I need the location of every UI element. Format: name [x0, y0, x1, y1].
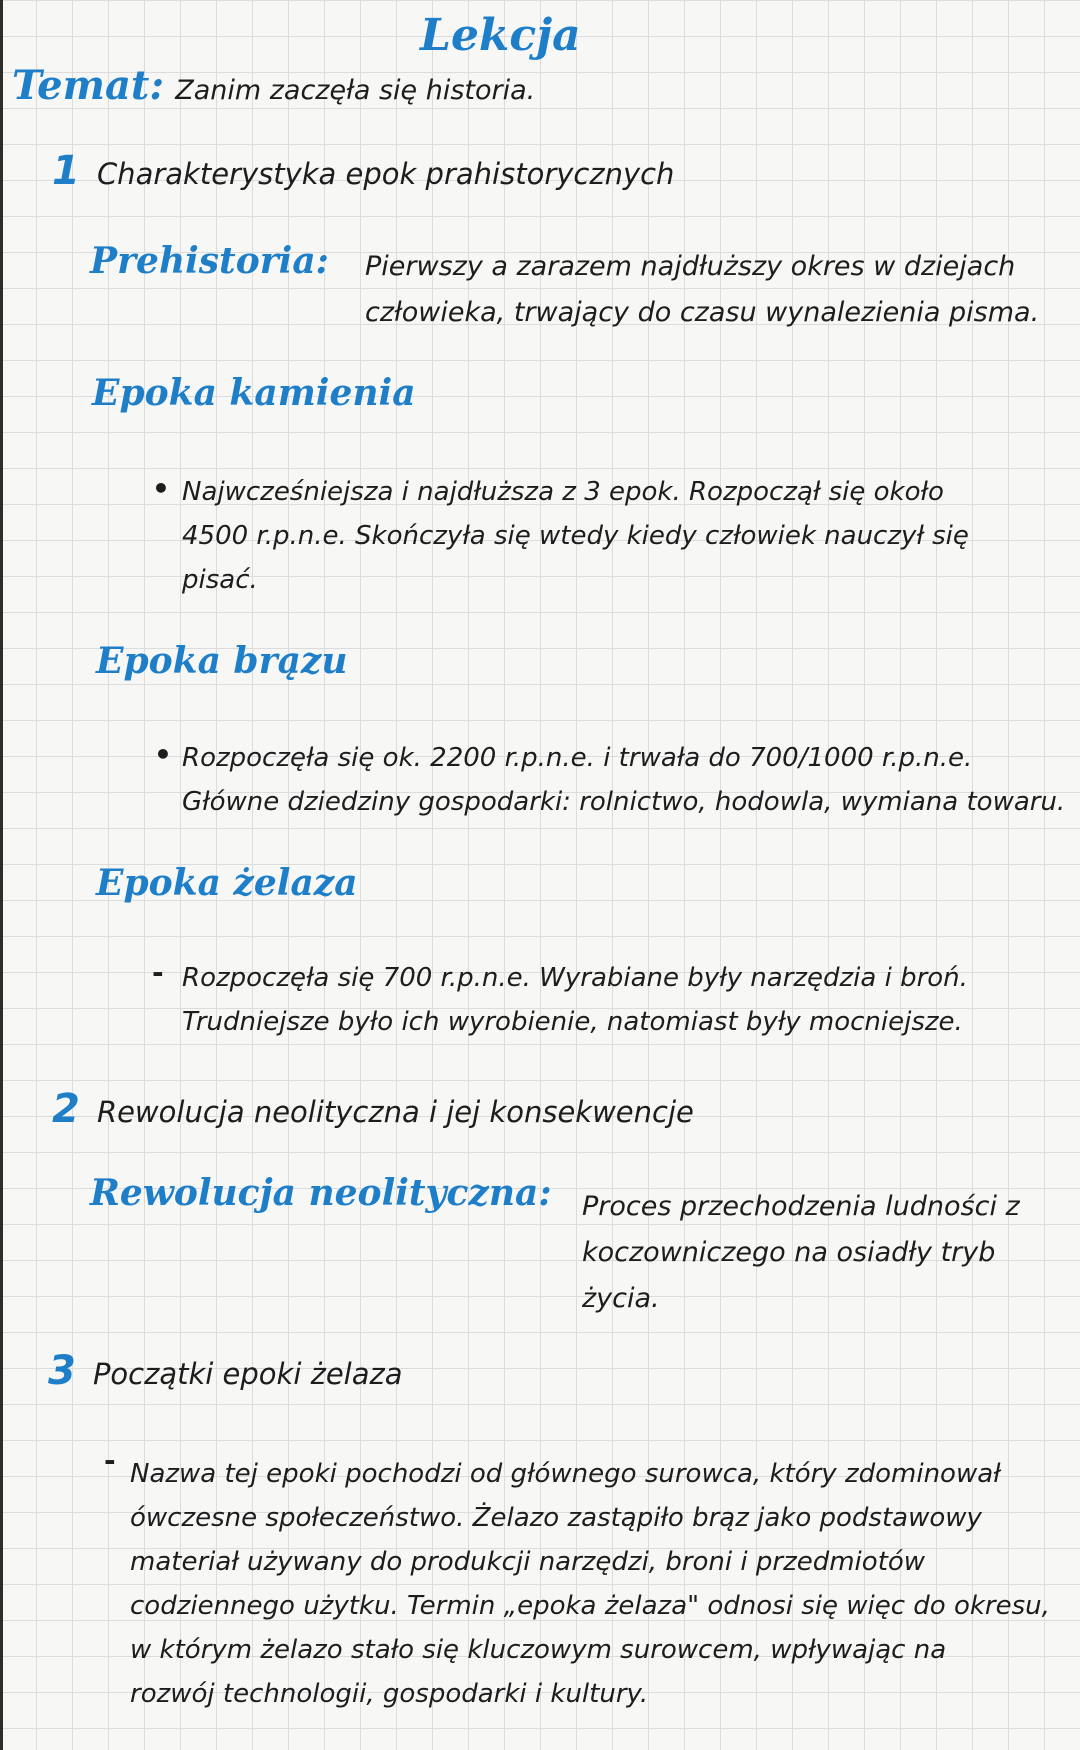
bronze-age-title: Epoka brązu [96, 640, 348, 682]
stone-age-title: Epoka kamienia [92, 372, 416, 414]
iron-origin-text [130, 1452, 1050, 1716]
neolithic-term: Rewolucja neolityczna: [90, 1172, 552, 1214]
prehistory-term-block [90, 240, 329, 282]
section-number: 3 [48, 1348, 76, 1394]
section-2-heading [52, 1086, 694, 1132]
stone-age-text [182, 470, 969, 602]
bronze-age-text [182, 736, 1065, 824]
definition-line: życia. [582, 1283, 660, 1314]
definition-line: koczowniczego na osiadły tryb [582, 1237, 996, 1268]
topic-text: Zanim zaczęła się historia. [175, 75, 536, 106]
bullet-dash: - [104, 1444, 116, 1477]
text-line: rozwój technologii, gospodarki i kultury. [130, 1679, 649, 1709]
section-number: 1 [52, 148, 80, 194]
neolithic-definition [582, 1184, 1020, 1322]
iron-age-title: Epoka żelaza [96, 862, 358, 904]
section-title: Rewolucja neolityczna i jej konsekwencje [96, 1095, 694, 1129]
text-line: Nazwa tej epoki pochodzi od głównego surowca, który zdominował [130, 1459, 1001, 1489]
text-line: pisać. [182, 565, 258, 595]
text-line: Rozpoczęła się 700 r.p.n.e. Wyrabiane były narzędzia i broń. [182, 963, 968, 993]
page-title: Lekcja [420, 10, 581, 61]
bullet-dash: - [152, 956, 164, 989]
text-line: w którym żelazo stało się kluczowym surowcem, wpływając na [130, 1635, 947, 1665]
text-line: codziennego użytku. Termin „epoka żelaza" odnosi się więc do okresu, [130, 1591, 1050, 1621]
definition-line: Proces przechodzenia ludności z [582, 1191, 1020, 1222]
text-line: Główne dziedziny gospodarki: rolnictwo, hodowla, wymiana towaru. [182, 787, 1066, 817]
text-line: 4500 r.p.n.e. Skończyła się wtedy kiedy człowiek nauczył się [182, 521, 969, 551]
topic-row [12, 62, 535, 109]
text-line: Rozpoczęła się ok. 2200 r.p.n.e. i trwała do 700/1000 r.p.n.e. [182, 743, 973, 773]
bullet-dot: • [152, 472, 170, 505]
text-line: ówczesne społeczeństwo. Żelazo zastąpiło brąz jako podstawowy [130, 1503, 982, 1533]
section-3-heading [48, 1348, 403, 1394]
text-line: Najwcześniejsza i najdłuższa z 3 epok. Rozpoczął się około [182, 477, 944, 507]
notebook-binding-line [0, 0, 3, 1750]
section-title: Charakterystyka epok prahistorycznych [96, 157, 675, 191]
definition-line: Pierwszy a zarazem najdłuższy okres w dziejach [365, 251, 1016, 282]
iron-age-text [182, 956, 968, 1044]
prehistory-definition [365, 244, 1039, 336]
bullet-dot: • [154, 738, 172, 771]
prehistory-term: Prehistoria: [90, 240, 329, 282]
definition-line: człowieka, trwający do czasu wynalezienia pisma. [365, 297, 1040, 328]
section-number: 2 [52, 1086, 80, 1132]
section-1-heading [52, 148, 674, 194]
text-line: materiał używany do produkcji narzędzi, broni i przedmiotów [130, 1547, 926, 1577]
topic-label: Temat: [12, 62, 165, 109]
neolithic-term-block [90, 1172, 552, 1214]
section-title: Początki epoki żelaza [92, 1357, 403, 1391]
text-line: Trudniejsze było ich wyrobienie, natomiast były mocniejsze. [182, 1007, 963, 1037]
